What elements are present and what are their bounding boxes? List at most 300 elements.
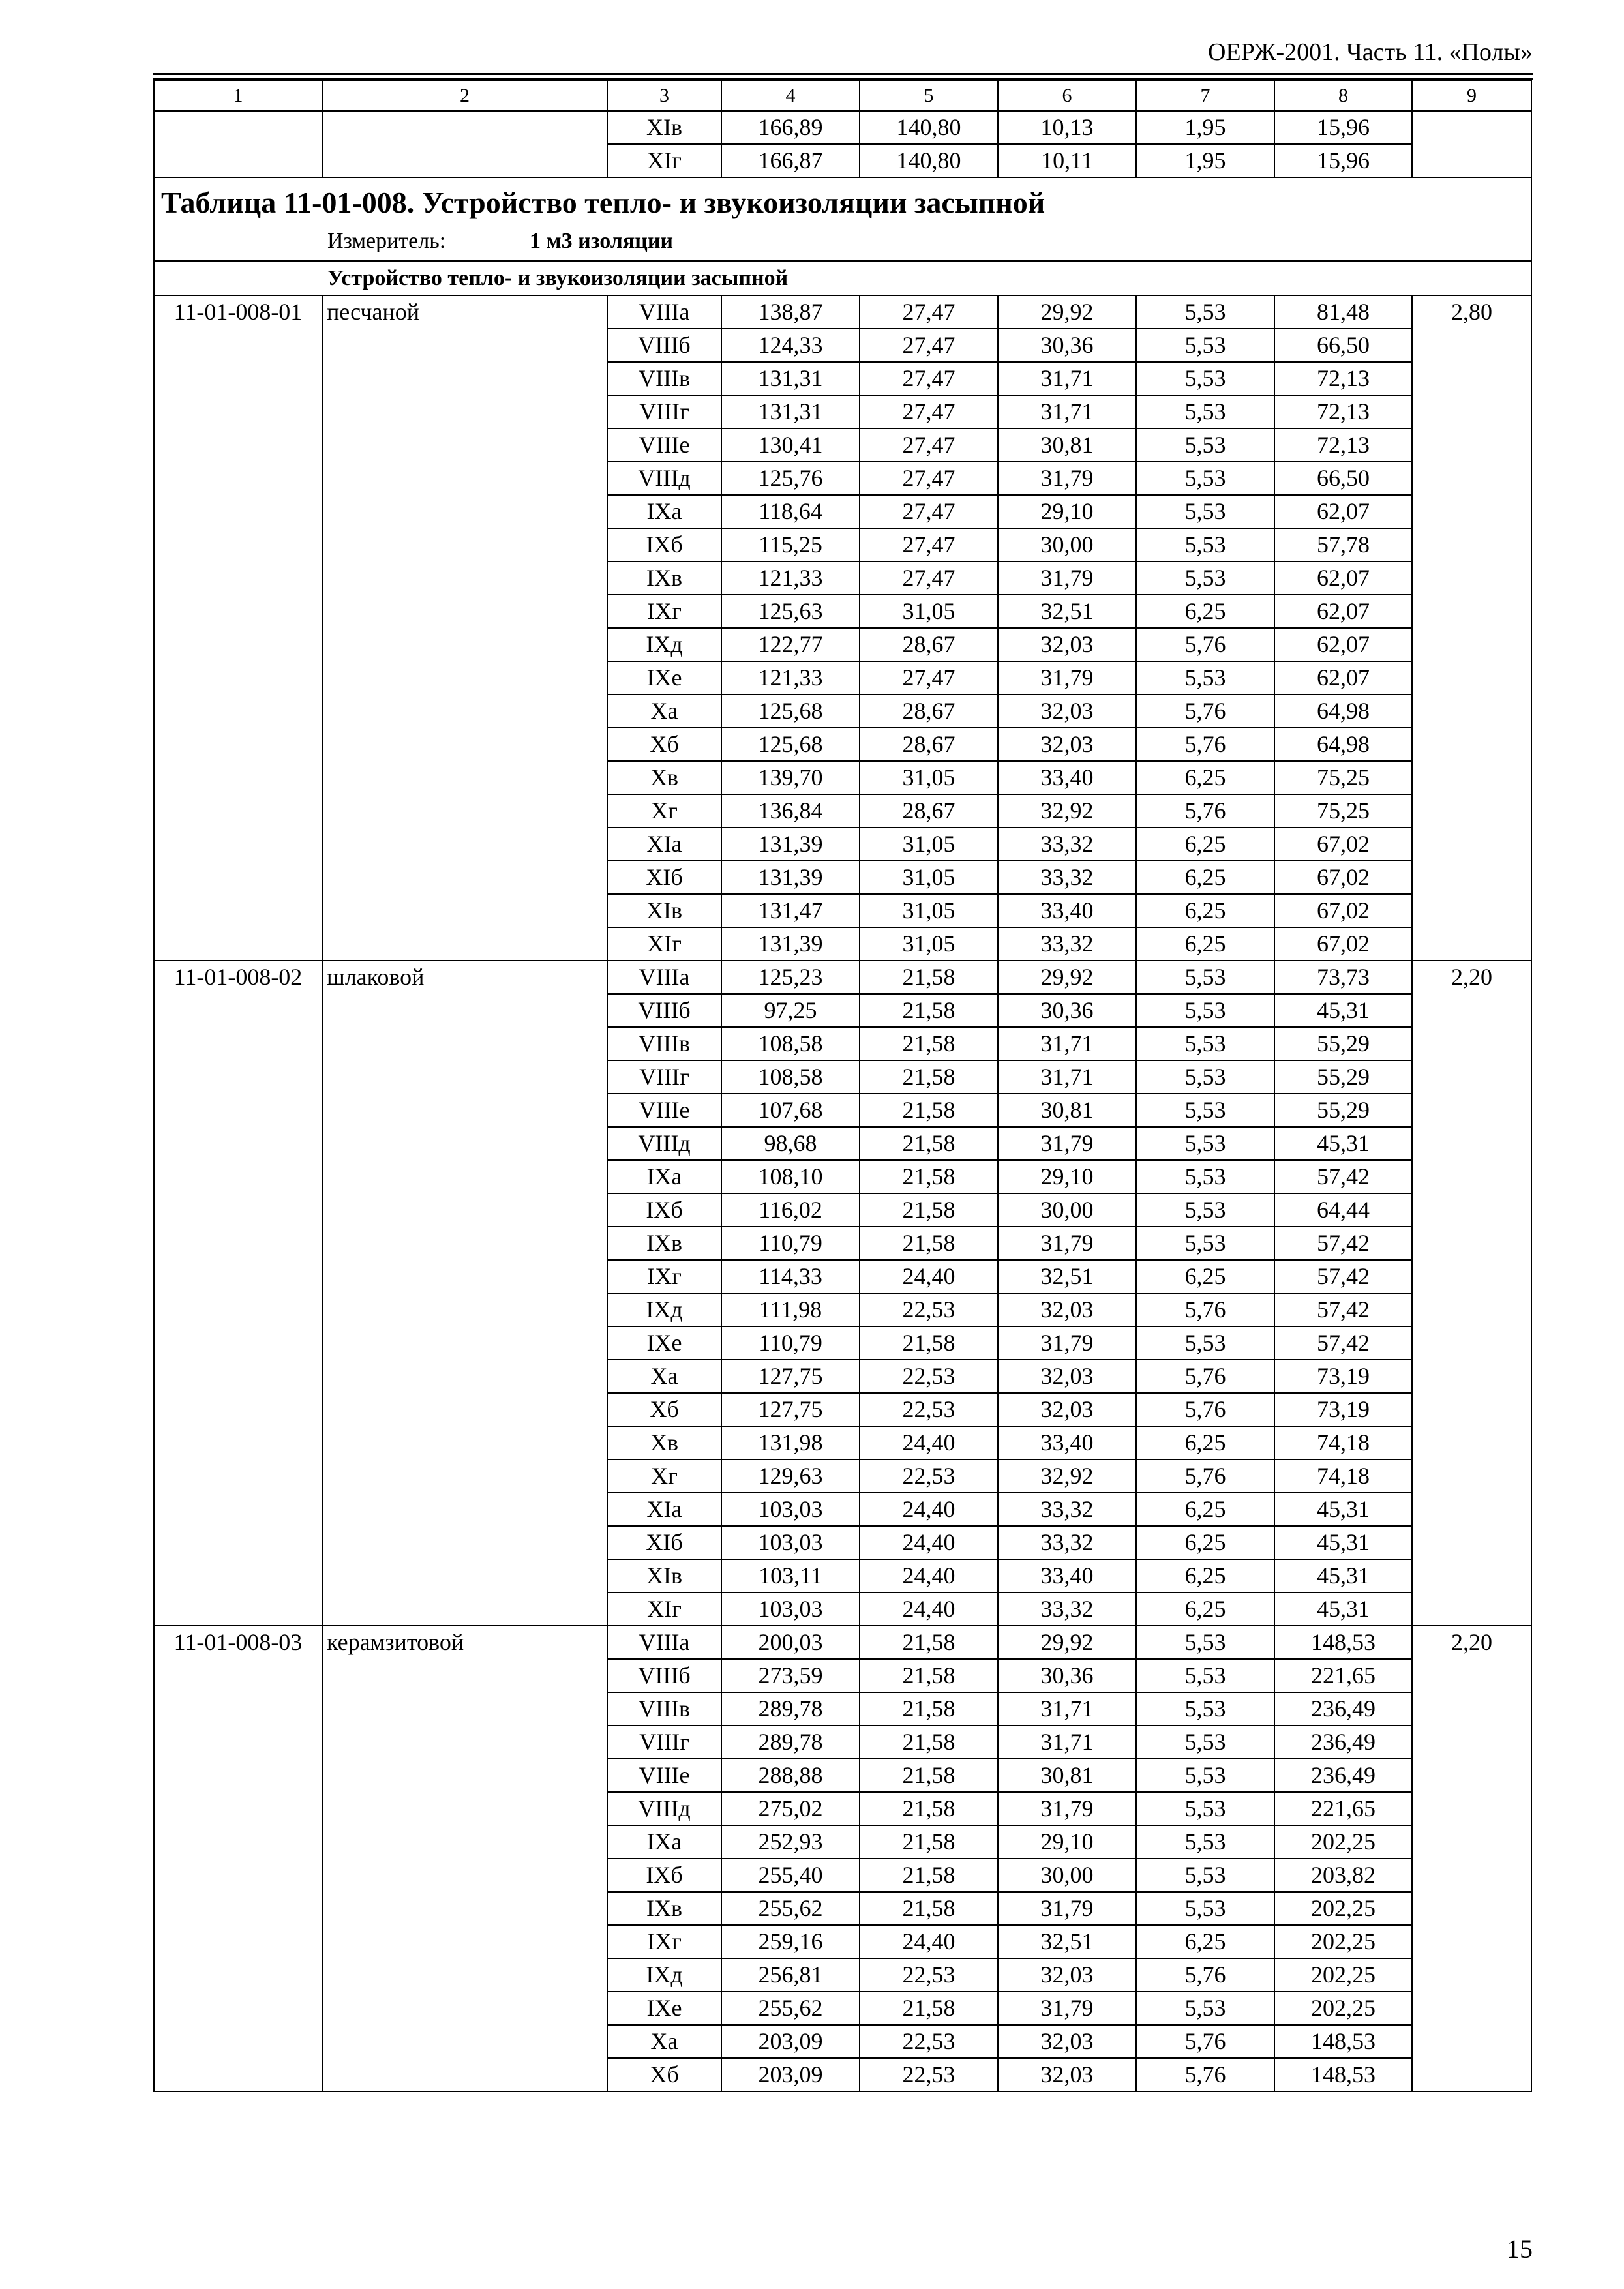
value-cell: 5,76 (1136, 1459, 1274, 1493)
value-cell: 115,25 (721, 528, 860, 561)
value-cell: XIв (607, 111, 721, 144)
value-cell: 129,63 (721, 1459, 860, 1493)
value-cell: 33,32 (998, 1493, 1136, 1526)
value-cell: 57,78 (1274, 528, 1412, 561)
value-cell: 28,67 (860, 628, 998, 661)
zone-cell: IXв (607, 561, 721, 595)
value-cell: 21,58 (860, 1659, 998, 1692)
zone-cell: Xб (607, 2058, 721, 2091)
value-cell: 5,76 (1136, 728, 1274, 761)
value-cell: 5,53 (1136, 362, 1274, 395)
value-cell: 121,33 (721, 561, 860, 595)
coefficient-cell (1412, 111, 1531, 177)
value-cell: 62,07 (1274, 628, 1412, 661)
value-cell: 21,58 (860, 1626, 998, 1659)
column-number-cell: 8 (1274, 80, 1412, 111)
value-cell: 97,25 (721, 994, 860, 1027)
value-cell: 21,58 (860, 1992, 998, 2025)
value-cell: 22,53 (860, 1360, 998, 1393)
zone-cell: VIIIе (607, 1094, 721, 1127)
value-cell: 131,47 (721, 894, 860, 927)
value-cell: 116,02 (721, 1193, 860, 1227)
value-cell: 6,25 (1136, 861, 1274, 894)
table-title-cell (154, 177, 1531, 261)
value-cell: 125,63 (721, 595, 860, 628)
value-cell: 6,25 (1136, 894, 1274, 927)
value-cell: 29,92 (998, 1626, 1136, 1659)
value-cell: 21,58 (860, 1160, 998, 1193)
zone-cell: XIг (607, 1593, 721, 1626)
value-cell: 5,53 (1136, 1992, 1274, 2025)
table-row (154, 1626, 1531, 1659)
value-cell: 5,53 (1136, 994, 1274, 1027)
value-cell: 203,82 (1274, 1859, 1412, 1892)
value-cell: 5,53 (1136, 1692, 1274, 1726)
value-cell: 31,05 (860, 927, 998, 961)
value-cell: 5,53 (1136, 295, 1274, 329)
zone-cell: IXа (607, 495, 721, 528)
value-cell: 5,76 (1136, 695, 1274, 728)
value-cell: 5,53 (1136, 1626, 1274, 1659)
value-cell: 30,00 (998, 1859, 1136, 1892)
value-cell: 32,03 (998, 2058, 1136, 2091)
value-cell: 24,40 (860, 1493, 998, 1526)
zone-cell: IXг (607, 1260, 721, 1293)
value-cell: 111,98 (721, 1293, 860, 1326)
table-title: Таблица 11-01-008. Устройство тепло- и звукоизоляции засыпной (161, 186, 1045, 219)
value-cell: 33,32 (998, 861, 1136, 894)
value-cell: 130,41 (721, 428, 860, 462)
value-cell: 27,47 (860, 295, 998, 329)
value-cell: 30,81 (998, 1094, 1136, 1127)
value-cell: 110,79 (721, 1326, 860, 1360)
value-cell: 27,47 (860, 528, 998, 561)
value-cell: 5,76 (1136, 1958, 1274, 1992)
value-cell: 15,96 (1274, 111, 1412, 144)
zone-cell: VIIIб (607, 1659, 721, 1692)
value-cell: 57,42 (1274, 1160, 1412, 1193)
value-cell: 5,76 (1136, 2025, 1274, 2058)
value-cell: 6,25 (1136, 1260, 1274, 1293)
value-cell: 62,07 (1274, 495, 1412, 528)
value-cell: 5,53 (1136, 395, 1274, 428)
value-cell: 29,10 (998, 495, 1136, 528)
value-cell: 66,50 (1274, 329, 1412, 362)
value-cell: 29,10 (998, 1160, 1136, 1193)
value-cell: 275,02 (721, 1792, 860, 1825)
zone-cell: Xг (607, 794, 721, 828)
value-cell: 131,39 (721, 828, 860, 861)
measure-label: Измеритель: (327, 229, 446, 254)
value-cell: 21,58 (860, 1692, 998, 1726)
zone-cell: VIIIг (607, 395, 721, 428)
value-cell: 5,53 (1136, 661, 1274, 695)
value-cell: 6,25 (1136, 1593, 1274, 1626)
value-cell: 30,00 (998, 528, 1136, 561)
zone-cell: Xа (607, 1360, 721, 1393)
value-cell: 27,47 (860, 329, 998, 362)
value-cell: 31,05 (860, 595, 998, 628)
header-rule (153, 73, 1533, 75)
value-cell: 5,53 (1136, 428, 1274, 462)
value-cell: 6,25 (1136, 761, 1274, 794)
column-number-cell: 7 (1136, 80, 1274, 111)
value-cell: 27,47 (860, 462, 998, 495)
value-cell: 30,00 (998, 1193, 1136, 1227)
value-cell: 33,40 (998, 761, 1136, 794)
table-row (154, 111, 1531, 144)
value-cell: 131,39 (721, 927, 860, 961)
coefficient-cell: 2,20 (1412, 961, 1531, 1626)
value-cell: 202,25 (1274, 1925, 1412, 1958)
value-cell: 30,81 (998, 428, 1136, 462)
zone-cell: VIIIе (607, 1759, 721, 1792)
value-cell: 108,58 (721, 1060, 860, 1094)
value-cell: 73,19 (1274, 1393, 1412, 1426)
value-cell: 45,31 (1274, 1526, 1412, 1559)
running-header: ОЕРЖ-2001. Часть 11. «Полы» (1207, 38, 1533, 66)
value-cell: 33,40 (998, 894, 1136, 927)
value-cell: 5,53 (1136, 1326, 1274, 1360)
value-cell: 5,76 (1136, 794, 1274, 828)
value-cell: 28,67 (860, 794, 998, 828)
value-cell: 125,68 (721, 695, 860, 728)
value-cell: 5,53 (1136, 1892, 1274, 1925)
value-cell: 121,33 (721, 661, 860, 695)
value-cell: 127,75 (721, 1393, 860, 1426)
value-cell: 6,25 (1136, 1526, 1274, 1559)
work-name: песчаной (322, 295, 607, 961)
value-cell: 21,58 (860, 1825, 998, 1859)
value-cell: 5,53 (1136, 1759, 1274, 1792)
zone-cell: XIб (607, 861, 721, 894)
table-title-row (154, 177, 1531, 261)
value-cell: 110,79 (721, 1227, 860, 1260)
zone-cell: VIIIд (607, 1127, 721, 1160)
value-cell: 31,79 (998, 462, 1136, 495)
value-cell: 103,03 (721, 1593, 860, 1626)
rate-code: 11-01-008-01 (154, 295, 322, 961)
value-cell: 29,92 (998, 961, 1136, 994)
value-cell: 33,40 (998, 1426, 1136, 1459)
value-cell: 22,53 (860, 2058, 998, 2091)
value-cell: 24,40 (860, 1593, 998, 1626)
value-cell: 200,03 (721, 1626, 860, 1659)
value-cell: 6,25 (1136, 595, 1274, 628)
value-cell: 98,68 (721, 1127, 860, 1160)
value-cell: 5,53 (1136, 1859, 1274, 1892)
value-cell: 22,53 (860, 2025, 998, 2058)
value-cell: 32,51 (998, 1925, 1136, 1958)
zone-cell: XIг (607, 927, 721, 961)
value-cell: 31,79 (998, 1127, 1136, 1160)
value-cell: 31,71 (998, 1027, 1136, 1060)
value-cell: 148,53 (1274, 2025, 1412, 2058)
zone-cell: VIIIд (607, 462, 721, 495)
value-cell: 45,31 (1274, 994, 1412, 1027)
value-cell: 33,32 (998, 828, 1136, 861)
column-number-cell: 9 (1412, 80, 1531, 111)
zone-cell: IXб (607, 528, 721, 561)
value-cell: 64,44 (1274, 1193, 1412, 1227)
value-cell: XIг (607, 144, 721, 177)
zone-cell: Xб (607, 728, 721, 761)
value-cell: 5,53 (1136, 1060, 1274, 1094)
value-cell: 21,58 (860, 1193, 998, 1227)
column-number-row (154, 80, 1531, 111)
value-cell: 45,31 (1274, 1593, 1412, 1626)
zone-cell: VIIIа (607, 961, 721, 994)
value-cell: 140,80 (860, 144, 998, 177)
value-cell: 21,58 (860, 1759, 998, 1792)
value-cell: 24,40 (860, 1526, 998, 1559)
value-cell: 138,87 (721, 295, 860, 329)
value-cell: 30,36 (998, 1659, 1136, 1692)
value-cell: 21,58 (860, 1094, 998, 1127)
value-cell: 24,40 (860, 1260, 998, 1293)
value-cell: 1,95 (1136, 144, 1274, 177)
zone-cell: VIIIб (607, 994, 721, 1027)
column-number-cell: 1 (154, 80, 322, 111)
zone-cell: IXг (607, 1925, 721, 1958)
value-cell: 32,51 (998, 595, 1136, 628)
value-cell: 32,03 (998, 2025, 1136, 2058)
table-row (154, 961, 1531, 994)
value-cell: 21,58 (860, 1892, 998, 1925)
zone-cell: IXб (607, 1193, 721, 1227)
value-cell: 21,58 (860, 1127, 998, 1160)
value-cell: 148,53 (1274, 2058, 1412, 2091)
value-cell: 131,98 (721, 1426, 860, 1459)
value-cell: 62,07 (1274, 661, 1412, 695)
value-cell: 10,11 (998, 144, 1136, 177)
zone-cell: IXб (607, 1859, 721, 1892)
value-cell: 62,07 (1274, 595, 1412, 628)
value-cell: 5,53 (1136, 462, 1274, 495)
value-cell: 31,71 (998, 1726, 1136, 1759)
value-cell: 136,84 (721, 794, 860, 828)
value-cell: 6,25 (1136, 1925, 1274, 1958)
value-cell: 31,71 (998, 1060, 1136, 1094)
value-cell: 5,76 (1136, 628, 1274, 661)
zone-cell: IXе (607, 1992, 721, 2025)
zone-cell: XIа (607, 828, 721, 861)
table-row (154, 295, 1531, 329)
value-cell: 6,25 (1136, 1493, 1274, 1526)
value-cell: 273,59 (721, 1659, 860, 1692)
value-cell: 5,53 (1136, 1659, 1274, 1692)
value-cell: 255,62 (721, 1892, 860, 1925)
value-cell: 289,78 (721, 1726, 860, 1759)
value-cell: 28,67 (860, 695, 998, 728)
value-cell: 27,47 (860, 395, 998, 428)
value-cell: 5,53 (1136, 1726, 1274, 1759)
value-cell: 45,31 (1274, 1493, 1412, 1526)
value-cell: 5,53 (1136, 495, 1274, 528)
zone-cell: XIб (607, 1526, 721, 1559)
value-cell: 6,25 (1136, 927, 1274, 961)
zone-cell: XIв (607, 1559, 721, 1593)
value-cell: 75,25 (1274, 761, 1412, 794)
zone-cell: IXа (607, 1825, 721, 1859)
coefficient-cell: 2,80 (1412, 295, 1531, 961)
value-cell: 33,40 (998, 1559, 1136, 1593)
value-cell: 166,89 (721, 111, 860, 144)
value-cell: 57,42 (1274, 1293, 1412, 1326)
zone-cell: Xа (607, 2025, 721, 2058)
value-cell: 5,53 (1136, 961, 1274, 994)
value-cell: 67,02 (1274, 828, 1412, 861)
value-cell: 103,03 (721, 1493, 860, 1526)
work-name: шлаковой (322, 961, 607, 1626)
value-cell: 108,58 (721, 1027, 860, 1060)
value-cell: 259,16 (721, 1925, 860, 1958)
zone-cell: VIIIв (607, 1692, 721, 1726)
value-cell: 203,09 (721, 2058, 860, 2091)
value-cell: 31,79 (998, 1992, 1136, 2025)
value-cell: 256,81 (721, 1958, 860, 1992)
value-cell: 122,77 (721, 628, 860, 661)
value-cell: 31,71 (998, 1692, 1136, 1726)
value-cell: 67,02 (1274, 927, 1412, 961)
value-cell: 5,53 (1136, 1227, 1274, 1260)
value-cell: 125,76 (721, 462, 860, 495)
value-cell: 55,29 (1274, 1027, 1412, 1060)
value-cell: 32,51 (998, 1260, 1136, 1293)
value-cell: 32,03 (998, 1958, 1136, 1992)
rate-code: 11-01-008-03 (154, 1626, 322, 2091)
value-cell: 131,39 (721, 861, 860, 894)
zone-cell: XIв (607, 894, 721, 927)
zone-cell: VIIIв (607, 1027, 721, 1060)
zone-cell: VIIIд (607, 1792, 721, 1825)
value-cell: 125,68 (721, 728, 860, 761)
value-cell: 5,53 (1136, 1160, 1274, 1193)
zone-cell: VIIIг (607, 1726, 721, 1759)
value-cell: 236,49 (1274, 1759, 1412, 1792)
value-cell: 32,92 (998, 1459, 1136, 1493)
column-number-cell: 5 (860, 80, 998, 111)
value-cell: 5,53 (1136, 1094, 1274, 1127)
value-cell: 27,47 (860, 362, 998, 395)
value-cell: 202,25 (1274, 1958, 1412, 1992)
value-cell: 5,76 (1136, 1360, 1274, 1393)
zone-cell: IXв (607, 1227, 721, 1260)
zone-cell: IXв (607, 1892, 721, 1925)
value-cell: 236,49 (1274, 1692, 1412, 1726)
value-cell: 24,40 (860, 1426, 998, 1459)
value-cell: 127,75 (721, 1360, 860, 1393)
value-cell: 5,53 (1136, 1027, 1274, 1060)
value-cell: 29,10 (998, 1825, 1136, 1859)
value-cell: 22,53 (860, 1459, 998, 1493)
value-cell: 5,53 (1136, 528, 1274, 561)
value-cell: 32,03 (998, 1360, 1136, 1393)
value-cell: 103,03 (721, 1526, 860, 1559)
value-cell: 10,13 (998, 111, 1136, 144)
value-cell: 55,29 (1274, 1094, 1412, 1127)
value-cell: 5,53 (1136, 329, 1274, 362)
value-cell: 22,53 (860, 1293, 998, 1326)
value-cell: 32,03 (998, 628, 1136, 661)
value-cell: 255,40 (721, 1859, 860, 1892)
measure-row (161, 228, 1524, 255)
value-cell: 64,98 (1274, 695, 1412, 728)
value-cell: 31,71 (998, 395, 1136, 428)
page-number: 15 (1507, 2234, 1533, 2264)
value-cell: 21,58 (860, 1227, 998, 1260)
price-table (153, 80, 1532, 2092)
value-cell: 67,02 (1274, 894, 1412, 927)
value-cell: 5,76 (1136, 2058, 1274, 2091)
column-number-cell: 4 (721, 80, 860, 111)
value-cell: 22,53 (860, 1393, 998, 1426)
coefficient-cell: 2,20 (1412, 1626, 1531, 2091)
zone-cell: IXг (607, 595, 721, 628)
zone-cell: Xб (607, 1393, 721, 1426)
value-cell: 124,33 (721, 329, 860, 362)
value-cell: 1,95 (1136, 111, 1274, 144)
section-heading: Устройство тепло- и звукоизоляции засыпной (154, 261, 1531, 295)
value-cell: 64,98 (1274, 728, 1412, 761)
value-cell: 15,96 (1274, 144, 1412, 177)
value-cell: 73,73 (1274, 961, 1412, 994)
value-cell: 131,31 (721, 395, 860, 428)
zone-cell: XIа (607, 1493, 721, 1526)
value-cell: 202,25 (1274, 1892, 1412, 1925)
zone-cell: Xв (607, 1426, 721, 1459)
rate-code: 11-01-008-02 (154, 961, 322, 1626)
zone-cell: Xг (607, 1459, 721, 1493)
value-cell: 24,40 (860, 1925, 998, 1958)
value-cell: 22,53 (860, 1958, 998, 1992)
value-cell: 5,53 (1136, 1792, 1274, 1825)
value-cell: 125,23 (721, 961, 860, 994)
value-cell: 31,79 (998, 561, 1136, 595)
zone-cell: IXе (607, 1326, 721, 1360)
value-cell: 5,76 (1136, 1293, 1274, 1326)
value-cell: 5,76 (1136, 1393, 1274, 1426)
value-cell: 21,58 (860, 1060, 998, 1094)
value-cell: 57,42 (1274, 1227, 1412, 1260)
value-cell: 57,42 (1274, 1260, 1412, 1293)
value-cell: 221,65 (1274, 1659, 1412, 1692)
value-cell: 31,79 (998, 1227, 1136, 1260)
value-cell: 24,40 (860, 1559, 998, 1593)
value-cell: 203,09 (721, 2025, 860, 2058)
value-cell: 31,05 (860, 828, 998, 861)
zone-cell: Xв (607, 761, 721, 794)
value-cell: 32,03 (998, 1393, 1136, 1426)
column-number-cell: 6 (998, 80, 1136, 111)
value-cell: 6,25 (1136, 1426, 1274, 1459)
value-cell: 252,93 (721, 1825, 860, 1859)
column-number-cell: 2 (322, 80, 607, 111)
value-cell: 32,03 (998, 1293, 1136, 1326)
value-cell: 221,65 (1274, 1792, 1412, 1825)
zone-cell: VIIIб (607, 329, 721, 362)
value-cell: 27,47 (860, 661, 998, 695)
value-cell: 62,07 (1274, 561, 1412, 595)
zone-cell: VIIIе (607, 428, 721, 462)
value-cell: 21,58 (860, 1726, 998, 1759)
value-cell: 31,79 (998, 661, 1136, 695)
value-cell: 66,50 (1274, 462, 1412, 495)
value-cell: 33,32 (998, 927, 1136, 961)
value-cell: 148,53 (1274, 1626, 1412, 1659)
value-cell: 32,92 (998, 794, 1136, 828)
value-cell: 28,67 (860, 728, 998, 761)
